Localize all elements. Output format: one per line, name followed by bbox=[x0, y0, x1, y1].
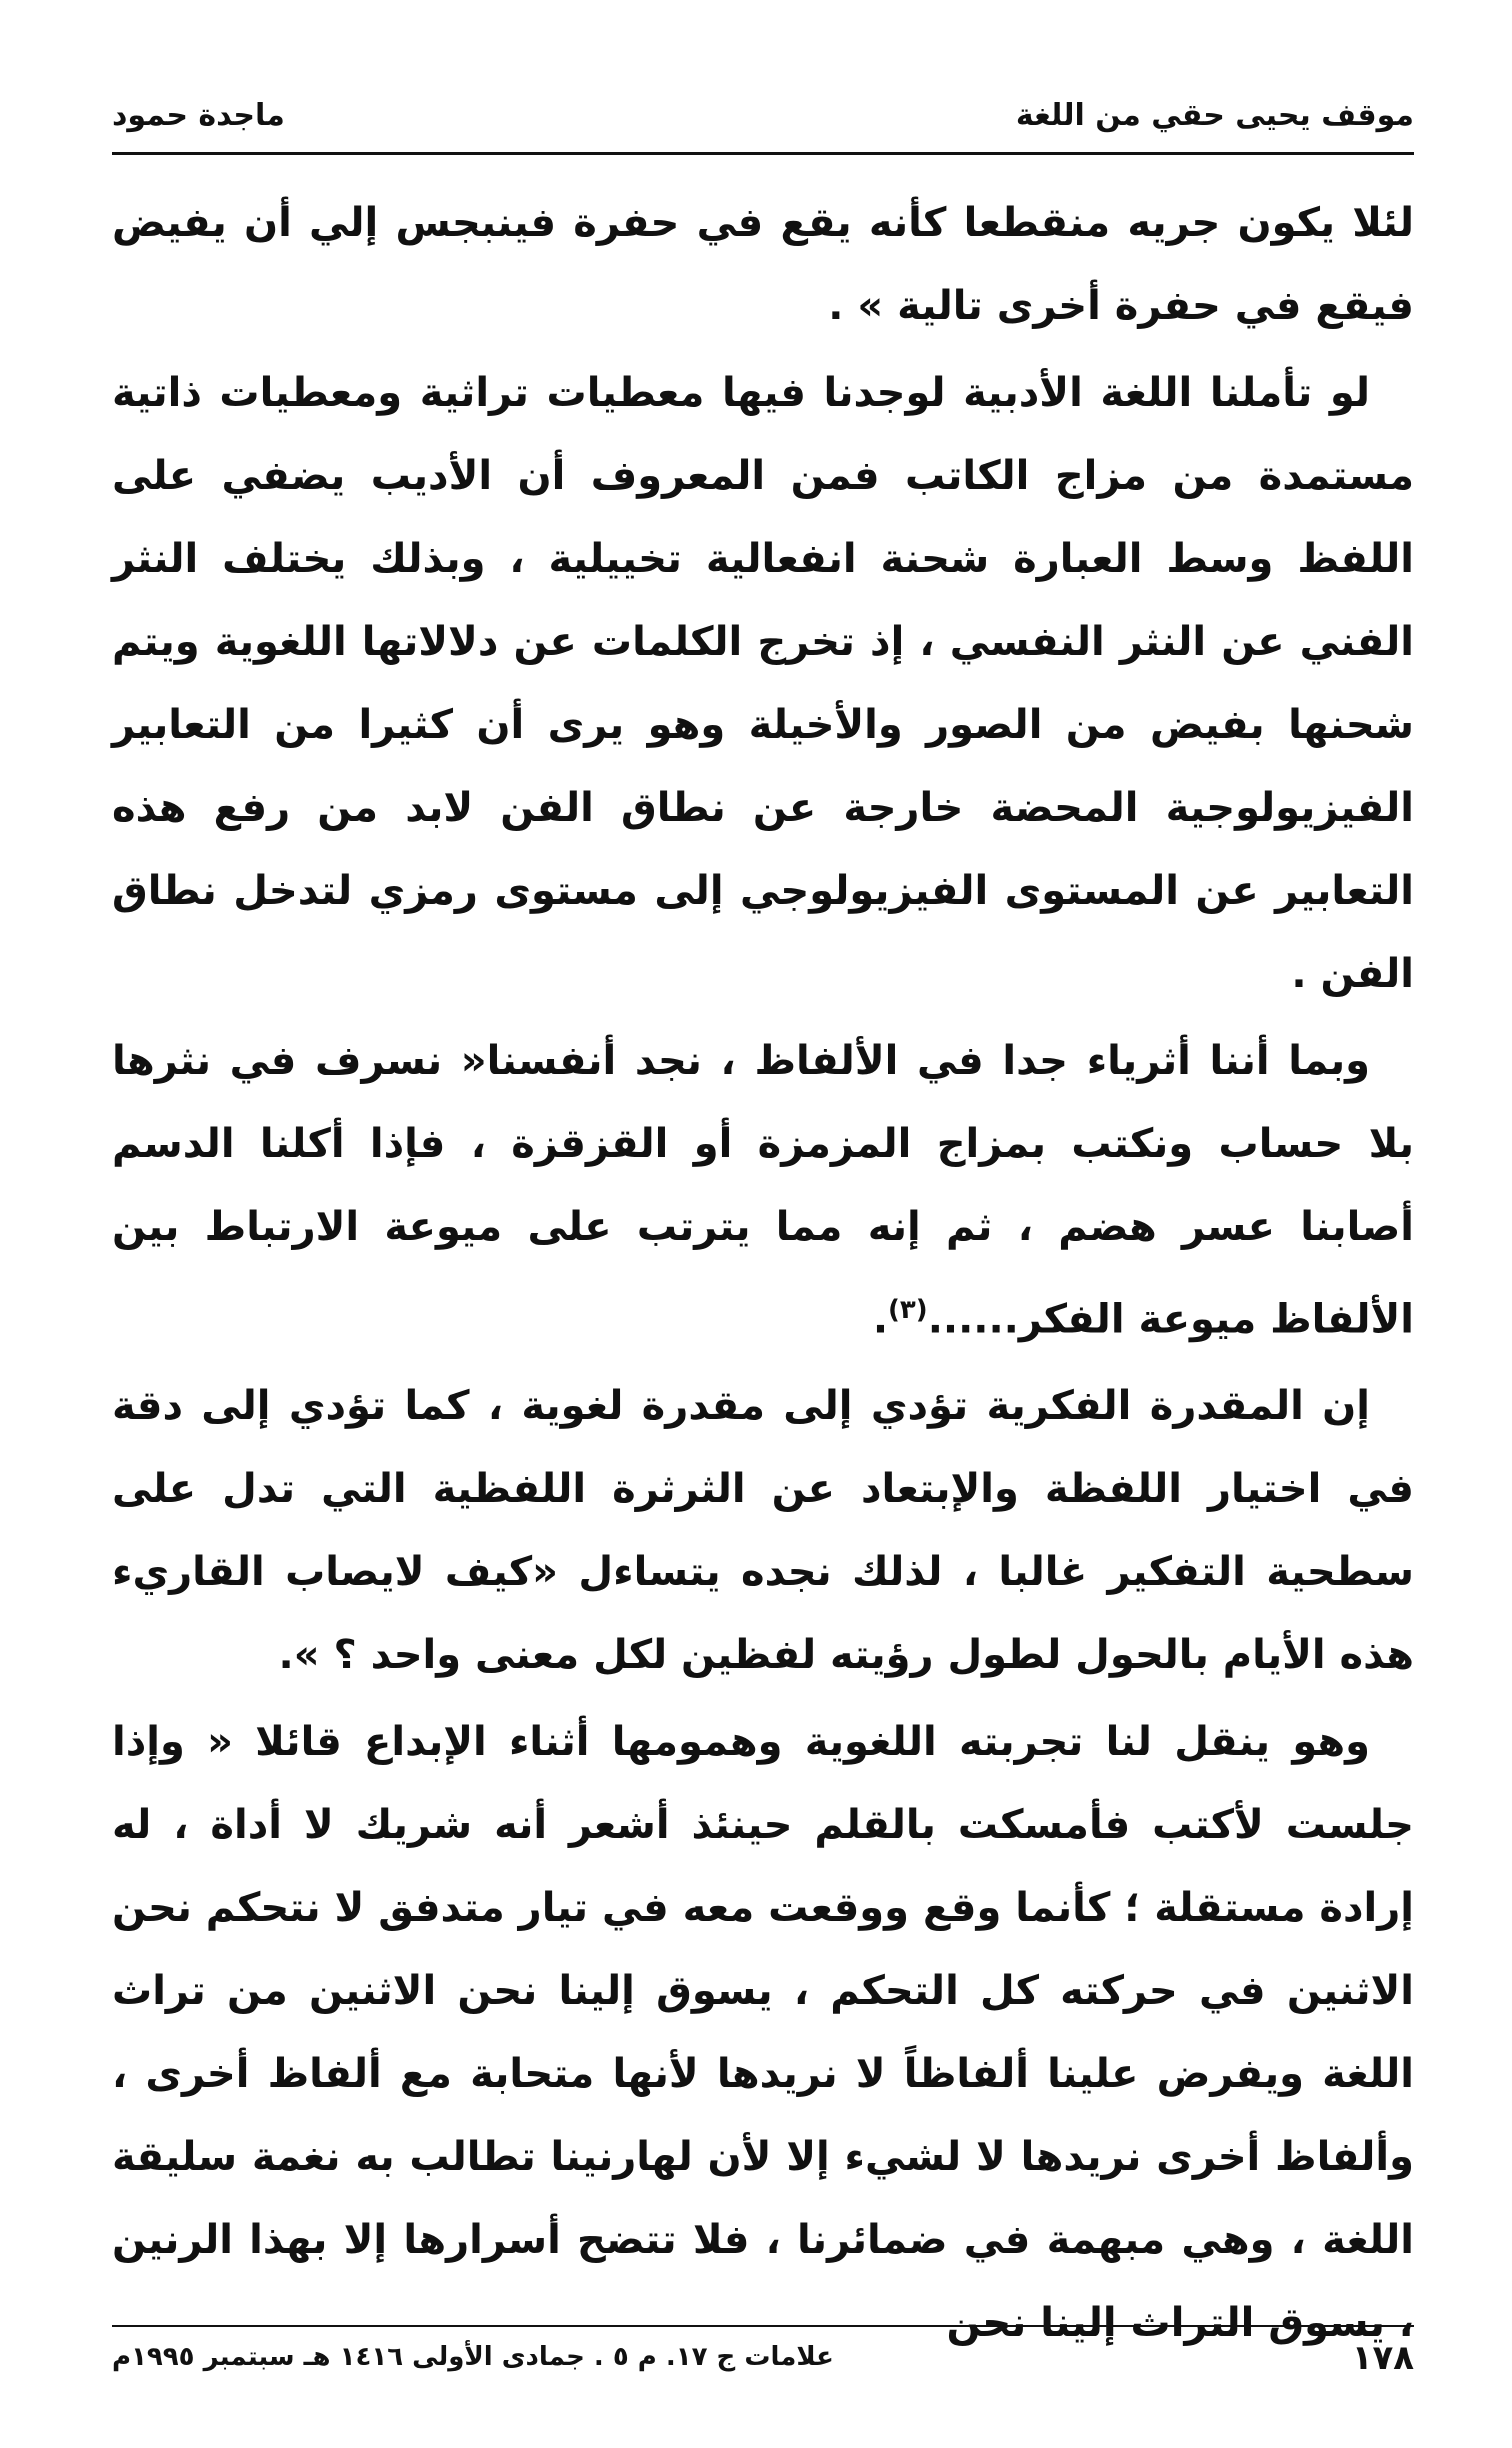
article-title: موقف يحيى حقي من اللغة bbox=[1015, 98, 1414, 133]
paragraph-2: لو تأملنا اللغة الأدبية لوجدنا فيها معطيات تراثية ومعطيات ذاتية مستمدة من مزاج الكاتب فمن المعروف أن الأديب يضفي على اللفظ وسط العبارة شحنة انفعالية تخييلية ، وبذلك يختلف النثر الفني عن النثر النفسي ، إذ تخرج الكلمات عن دلالاتها اللغوية ويتم شحنها بفيض من الصور والأخيلة وهو يرى أن كثيرا من التعابير الفيزيولوجية المحضة خارجة عن نطاق الفن لابد من رفع هذه التعابير عن المستوى الفيزيولوجي إلى مستوى رمزي لتدخل نطاق الفن . bbox=[112, 370, 1414, 997]
author-name: ماجدة حمود bbox=[112, 98, 285, 133]
paragraph-1: لئلا يكون جريه منقطعا كأنه يقع في حفرة فينبجس إلي أن يفيض فيقع في حفرة أخرى تالية » . bbox=[112, 200, 1414, 329]
article-body bbox=[112, 182, 1414, 2369]
paragraph-3-text: وبما أننا أثرياء جدا في الألفاظ ، نجد أنفسنا« نسرف في نثرها بلا حساب ونكتب بمزاج المزمزة أو القزقزة ، فإذا أكلنا الدسم أصابنا عسر هضم ، ثم إنه مما يترتب على ميوعة الارتباط بين الألفاظ ميوعة الفكر...... bbox=[112, 1038, 1414, 1343]
footer-rule bbox=[112, 2325, 1414, 2327]
footnote-reference: (٣) bbox=[888, 1295, 928, 1325]
page-number: ١٧٨ bbox=[1351, 2338, 1414, 2378]
page bbox=[112, 70, 1414, 2410]
paragraph-4: إن المقدرة الفكرية تؤدي إلى مقدرة لغوية ، كما تؤدي إلى دقة في اختيار اللفظة والإبتعاد عن الثرثرة اللفظية التي تدل على سطحية التفكير غالبا ، لذلك نجده يتساءل «كيف لايصاب القاريء هذه الأيام بالحول لطول رؤيته لفظين لكل معنى واحد ؟ ». bbox=[112, 1383, 1414, 1679]
running-header bbox=[112, 98, 1414, 148]
page-footer bbox=[112, 2338, 1414, 2382]
header-rule bbox=[112, 152, 1414, 155]
paragraph-5: وهو ينقل لنا تجربته اللغوية وهمومها أثناء الإبداع قائلا « وإذا جلست لأكتب فأمسكت بالقلم حينئذ أشعر أنه شريك لا أداة ، له إرادة مستقلة ؛ كأنما وقع ووقعت معه في تيار متدفق لا نتحكم نحن الاثنين في حركته كل التحكم ، يسوق إلينا نحن الاثنين من تراث اللغة ويفرض علينا ألفاظاً لا نريدها لأنها متحابة مع ألفاظ أخرى ، وألفاظ أخرى نريدها لا لشيء إلا لأن لهارنينا تطالب به نغمة سليقة اللغة ، وهي مبهمة في ضمائرنا ، فلا تتضح أسرارها إلا بهذا الرنين ، يسوق التراث إلينا نحن bbox=[112, 1719, 1414, 2347]
paragraph-3: وبما أننا أثرياء جدا في الألفاظ ، نجد أنفسنا« نسرف في نثرها بلا حساب ونكتب بمزاج المزمزة أو القزقزة ، فإذا أكلنا الدسم أصابنا عسر هضم ، ثم إنه مما يترتب على ميوعة الارتباط بين الألفاظ ميوعة الفكر......$^{(٣)}$. bbox=[112, 1038, 1414, 1343]
issue-info: علامات ج ١٧. م ٥ . جمادى الأولى ١٤١٦ هـ سبتمبر ١٩٩٥م bbox=[112, 2342, 834, 2372]
